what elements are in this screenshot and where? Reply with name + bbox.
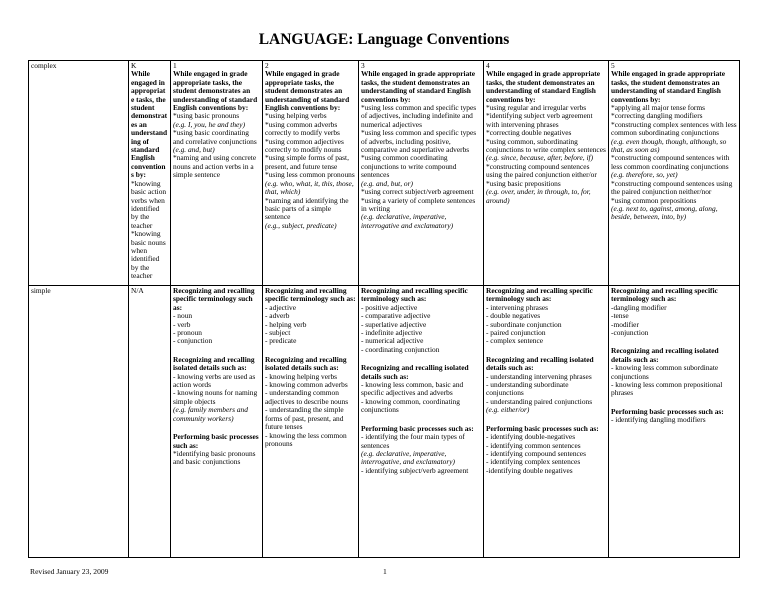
skill-item: - knowing common adverbs: [265, 380, 348, 390]
grade-label: 1: [173, 61, 177, 70]
skill-item: - subject: [265, 328, 291, 338]
standard-lead: While engaged in grade appropriate tasks, the student demonstrates an understanding of standard English conventions by:: [361, 69, 476, 104]
skill-item: (e.g. either/or): [486, 405, 530, 415]
standard-item: *correcting double negatives: [486, 128, 572, 138]
skill-item: - understanding paired conjunctions: [486, 396, 593, 406]
skill-item: - coordinating conjunction: [361, 344, 440, 354]
skill-section: [611, 347, 737, 397]
skill-item: - knowing nouns for naming simple objects: [173, 388, 258, 406]
skill-item: - knowing less common, basic and specific adjectives and adverbs: [361, 380, 464, 398]
standard-item: *using less common pronouns: [265, 170, 355, 180]
section-heading: Performing basic processes such as:: [486, 423, 599, 433]
skill-section: [486, 356, 606, 415]
skill-item: - noun: [173, 311, 193, 321]
skill-item: - indefinite adjective: [361, 328, 423, 338]
skill-section: [173, 356, 260, 423]
standard-item: *knowing basic nouns when identified by the teacher: [131, 229, 166, 281]
skill-item: - understanding intervening phrases: [486, 371, 592, 381]
skill-section: [611, 287, 737, 337]
skill-section: [173, 287, 260, 346]
skill-item: - identifying complex sentences: [486, 457, 581, 467]
cell-complex-1: [171, 61, 263, 286]
cell-simple-5: [609, 286, 740, 558]
section-heading: Recognizing and recalling isolated details such as:: [611, 346, 719, 364]
skill-item: -modifier: [611, 319, 639, 329]
standard-item: (e.g. who, what, it, this, those, that, which): [265, 178, 354, 197]
skill-section: [611, 408, 737, 425]
standard-item: *correcting dangling modifiers: [611, 111, 703, 121]
skill-item: - identifying compound sentences: [486, 448, 586, 458]
cell-complex-3: [359, 61, 484, 286]
conventions-table: [28, 60, 740, 558]
section-heading: Recognizing and recalling isolated details such as:: [361, 363, 469, 381]
skill-item: - understanding common adjectives to describe nouns: [265, 388, 349, 406]
row-simple: [29, 286, 740, 558]
standard-item: *using basic coordinating and correlative conjunctions: [173, 128, 257, 146]
skill-item: - knowing the less common pronouns: [265, 430, 347, 448]
standard-item: *using correct subject/verb agreement: [361, 187, 474, 197]
standard-lead: While engaged in appropriate tasks, the student demonstrates an understanding of standard English conventions by:: [131, 69, 168, 180]
standard-item: *naming and identifying the basic parts of a simple sentence: [265, 195, 349, 222]
standard-item: *using helping verbs: [265, 111, 327, 121]
section-heading: Performing basic processes such as:: [173, 432, 259, 450]
skill-item: - understanding the simple forms of past, present, and future tenses: [265, 405, 344, 432]
skill-item: - superlative adjective: [361, 319, 427, 329]
cell-simple-4: [484, 286, 609, 558]
standard-item: (e.g. and, but, or): [361, 178, 413, 188]
standard-item: *using simple forms of past, present, and future tense: [265, 153, 349, 171]
section-heading: Recognizing and recalling specific terminology such as:: [611, 286, 718, 304]
skill-item: - subordinate conjunction: [486, 319, 562, 329]
skill-item: - identifying subject/verb agreement: [361, 465, 469, 475]
standard-item: (e.g. declarative, imperative, interrogative and exclamatory): [361, 212, 454, 230]
standard-item: *using regular and irregular verbs: [486, 103, 587, 113]
standard-item: *identifying subject verb agreement with intervening phrases: [486, 111, 593, 129]
standard-item: *using common adverbs correctly to modify verbs: [265, 119, 340, 138]
section-heading: Performing basic processes such as:: [361, 423, 474, 433]
skill-item: (e.g. family members and community workers): [173, 405, 248, 423]
skill-item: - double negatives: [486, 311, 541, 321]
skill-section: [265, 356, 356, 448]
standard-item: *using a variety of complete sentences in writing: [361, 195, 476, 213]
standard-item: *using basic pronouns: [173, 111, 240, 121]
section-heading: Recognizing and recalling specific terminology such as:: [173, 286, 255, 312]
skill-item: - conjunction: [173, 336, 213, 346]
standard-lead: While engaged in grade appropriate tasks, the student demonstrates an understanding of standard English conventions by:: [173, 69, 258, 113]
standard-item: (e.g. and, but): [173, 145, 215, 155]
section-heading: Recognizing and recalling isolated details such as:: [486, 354, 594, 373]
cell-simple-1: [171, 286, 263, 558]
standard-item: (e.g., subject, predicate): [265, 220, 337, 230]
skill-item: - knowing less common prepositional phrases: [611, 380, 723, 398]
skill-item: - identifying dangling modifiers: [611, 415, 706, 425]
skill-item: - verb: [173, 319, 191, 329]
standard-item: (e.g. over, under, in through, to, for, around): [486, 187, 591, 205]
skill-item: - paired conjunction: [486, 328, 546, 338]
grade-label: 3: [361, 61, 365, 70]
skill-item: - identifying double-negatives: [486, 432, 576, 442]
skill-section: [486, 287, 606, 346]
standard-item: *constructing compound sentences using the paired conjunction either/or: [486, 161, 597, 180]
section-heading: Recognizing and recalling isolated details such as:: [173, 354, 255, 373]
standard-item: *using less common and specific types of adverbs, including positive, comparative and superlative adverbs: [361, 128, 477, 155]
row-complex: [29, 61, 740, 286]
skill-section: [486, 425, 606, 475]
skill-item: -conjunction: [611, 328, 649, 338]
skill-item: - knowing common, coordinating conjunctions: [361, 396, 460, 415]
section-heading: Performing basic processes such as:: [611, 406, 724, 416]
skill-item: -dangling modifier: [611, 302, 667, 312]
skill-section: [173, 433, 260, 467]
skill-item: - predicate: [265, 336, 297, 346]
section-heading: Recognizing and recalling isolated details such as:: [265, 354, 347, 373]
cell-simple-3: [359, 286, 484, 558]
standard-lead: While engaged in grade appropriate tasks, the student demonstrates an understanding of standard English conventions by:: [486, 69, 601, 104]
skill-section: [265, 287, 356, 346]
skill-item: -tense: [611, 311, 629, 321]
skill-section: [361, 287, 481, 354]
standard-item: *naming and using concrete nouns and action verbs in a simple sentence: [173, 153, 257, 180]
grade-label: 4: [486, 61, 490, 70]
skill-section: [361, 364, 481, 414]
skill-item: - pronoun: [173, 328, 202, 338]
revision-date: Revised January 23, 2009: [30, 567, 109, 576]
standard-item: (e.g. I, you, he and they): [173, 119, 246, 129]
skill-item: - helping verb: [265, 319, 307, 329]
cell-complex-4: [484, 61, 609, 286]
standard-item: *using common prepositions: [611, 195, 697, 205]
skill-item: *identifying basic pronouns and basic conjunctions: [173, 448, 256, 467]
skill-item: - comparative adjective: [361, 311, 431, 321]
section-heading: Recognizing and recalling specific terminology such as:: [486, 286, 593, 304]
standard-item: (e.g. since, because, after, before, if): [486, 153, 594, 163]
standard-lead: While engaged in grade appropriate tasks, the student demonstrates an understanding of standard English conventions by:: [611, 69, 726, 104]
grade-label: 2: [265, 61, 269, 70]
cell-complex-5: [609, 61, 740, 286]
cell-complex-k: [129, 61, 171, 286]
standard-item: *applying all major tense forms: [611, 103, 706, 113]
standard-item: *constructing compound sentences with less common coordinating conjunctions: [611, 153, 730, 171]
cell-complex-2: [263, 61, 359, 286]
skill-item: - knowing less common subordinate conjunctions: [611, 363, 719, 381]
standard-item: *constructing complex sentences with less common subordinating conjunctions: [611, 119, 737, 138]
standard-item: (e.g. even though, though, although, so that, as soon as): [611, 136, 727, 155]
skill-item: - numerical adjective: [361, 336, 424, 346]
skill-item: - identifying the four main types of sentences: [361, 432, 465, 450]
skill-item: (e.g. declarative, imperative, interrogative, and exclamatory): [361, 448, 455, 467]
standard-item: *using common, subordinating conjunctions to write complex sentences: [486, 136, 606, 155]
cell-simple-2: [263, 286, 359, 558]
skill-item: - adjective: [265, 302, 296, 312]
cell-simple-k: N/A: [129, 286, 171, 558]
row-label-complex: complex: [29, 61, 129, 286]
section-heading: Recognizing and recalling specific terminology such as:: [361, 286, 468, 304]
skill-item: -identifying double negatives: [486, 465, 573, 475]
standard-item: *using less common and specific types of adjectives, including indefinite and numerical adjectives: [361, 103, 477, 129]
page-title: LANGUAGE: Language Conventions: [258, 31, 510, 48]
standard-item: *using common coordinating conjunctions to write compound sentences: [361, 153, 457, 180]
skill-item: - positive adjective: [361, 302, 418, 312]
standard-item: (e.g. therefore, so, yet): [611, 170, 678, 180]
page-number: 1: [383, 567, 387, 576]
standard-item: *using basic prepositions: [486, 178, 561, 188]
standard-item: *using common adjectives correctly to modify nouns: [265, 136, 344, 155]
skill-item: - adverb: [265, 311, 290, 321]
skill-item: - understanding subordinate conjunctions: [486, 380, 569, 398]
grade-label: 5: [611, 61, 615, 70]
grade-label: K: [131, 61, 137, 70]
skill-item: - identifying common sentences: [486, 440, 581, 450]
skill-item: - complex sentence: [486, 336, 544, 346]
skill-item: - knowing helping verbs: [265, 371, 338, 381]
section-heading: Recognizing and recalling specific terminology such as:: [265, 286, 356, 304]
skill-item: - knowing verbs are used as action words: [173, 371, 256, 390]
standard-item: *constructing compound sentences using the paired conjunction neither/nor: [611, 178, 733, 197]
skill-item: - intervening phrases: [486, 302, 548, 312]
standard-lead: While engaged in grade appropriate tasks, the student demonstrates an understanding of standard English conventions by:: [265, 69, 350, 113]
skill-section: [361, 425, 481, 475]
standard-item: *knowing basic action verbs when identified by the teacher: [131, 178, 167, 230]
row-label-simple: simple: [29, 286, 129, 558]
standard-item: (e.g. next to, against, among, along, beside, between, into, by): [611, 203, 718, 222]
